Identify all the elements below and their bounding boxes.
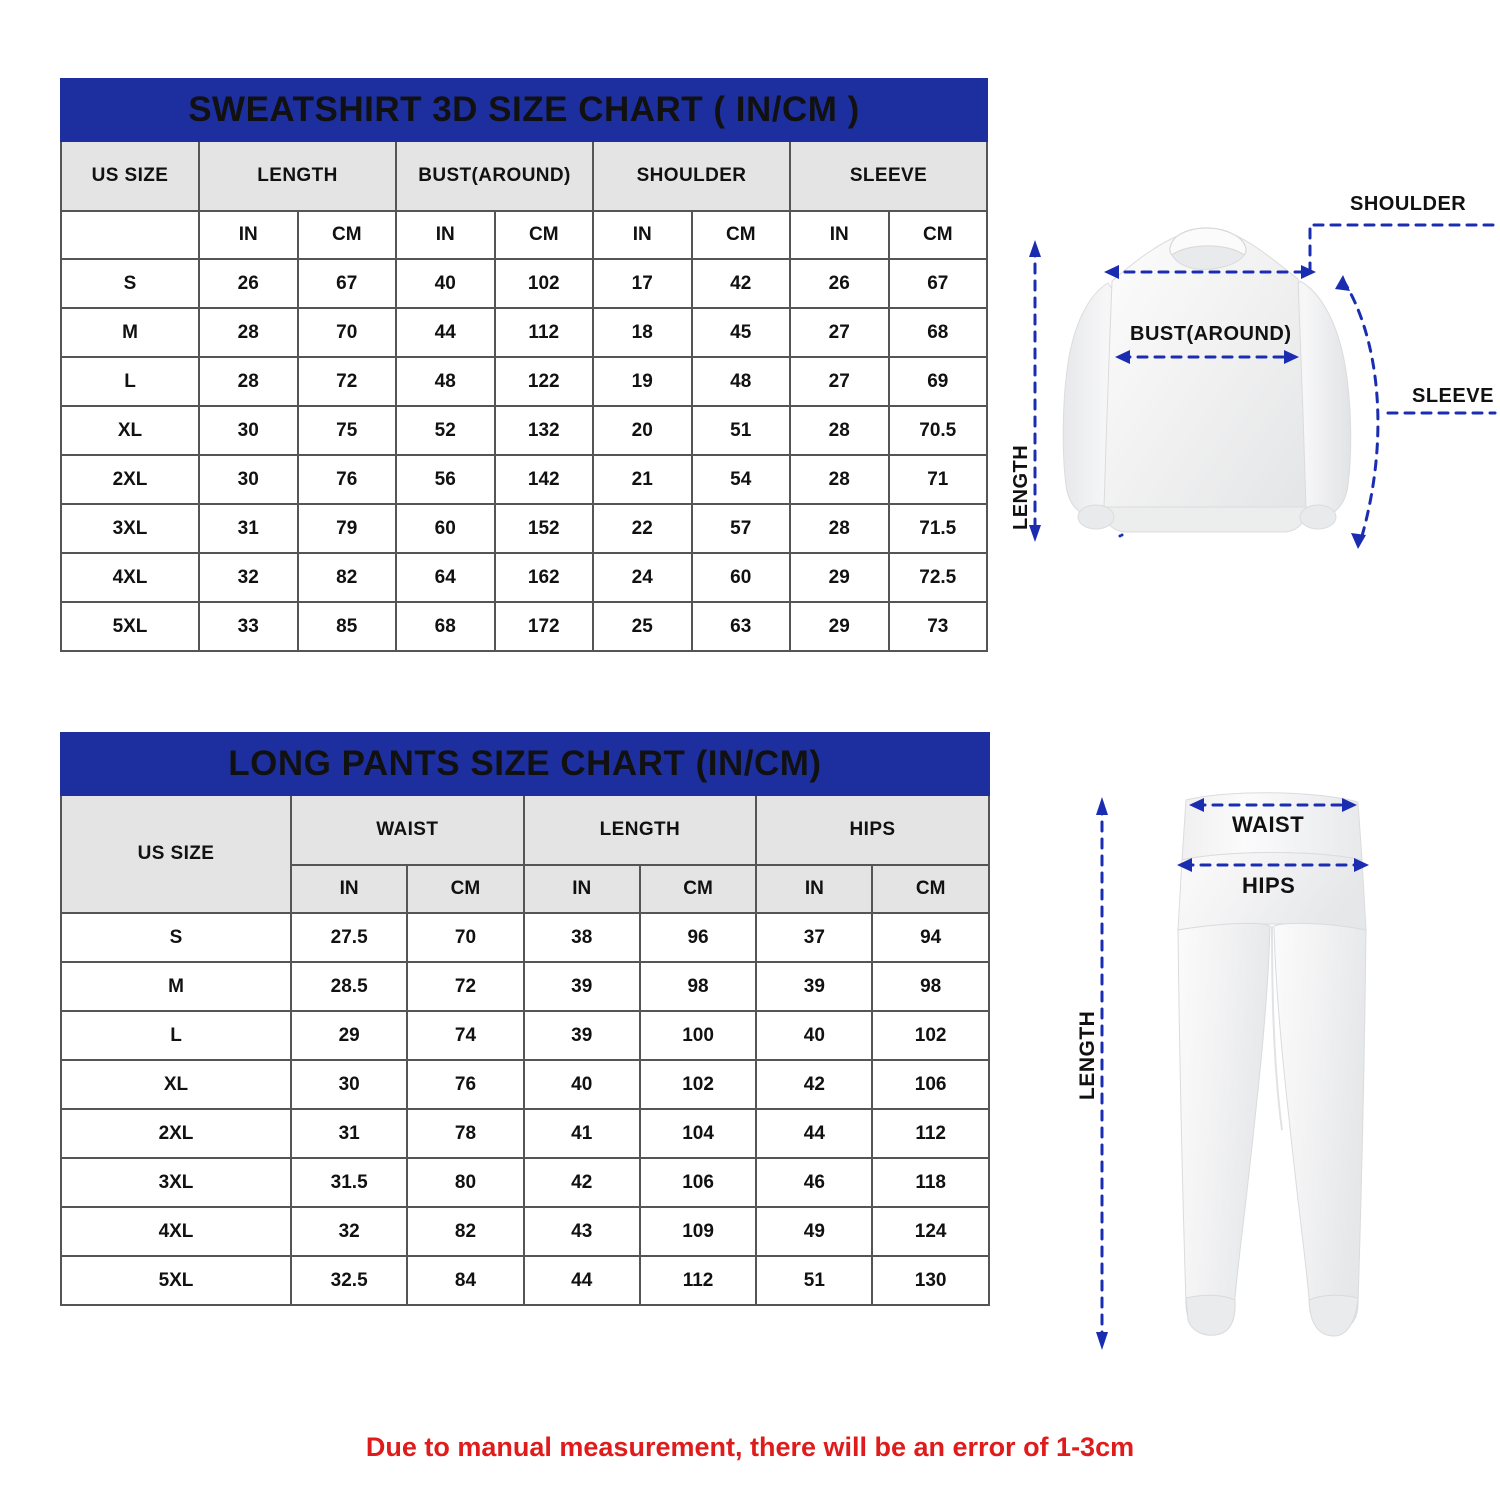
sweatshirt-cell-r7-c4: 162: [495, 553, 594, 602]
sweatshirt-cell-r1-c1: 26: [199, 259, 298, 308]
pants-cell-r4-c2: 76: [407, 1060, 523, 1109]
pants-cell-r3-c6: 102: [872, 1011, 988, 1060]
pants-chart-title: LONG PANTS SIZE CHART (IN/CM): [61, 733, 989, 795]
sweatshirt-cell-r1-c4: 102: [495, 259, 594, 308]
sweatshirt-table: [60, 78, 988, 652]
sweatshirt-cell-r6-c3: 60: [396, 504, 495, 553]
sweatshirt-cell-r8-c1: 33: [199, 602, 298, 651]
sweatshirt-cell-r4-c6: 51: [692, 406, 791, 455]
sweatshirt-cell-r4-c3: 52: [396, 406, 495, 455]
pants-group-header-3: HIPS: [756, 795, 989, 865]
sweatshirt-cell-r5-c6: 54: [692, 455, 791, 504]
sweatshirt-cell-r7-c3: 64: [396, 553, 495, 602]
sweatshirt-cell-r8-c2: 85: [298, 602, 397, 651]
sweatshirt-size-label-2XL: 2XL: [61, 455, 199, 504]
sweatshirt-cell-r6-c8: 71.5: [889, 504, 988, 553]
pants-group-header-1: WAIST: [291, 795, 524, 865]
pants-cell-r6-c3: 42: [524, 1158, 640, 1207]
sweatshirt-us-size-header: US SIZE: [61, 141, 199, 211]
sweatshirt-size-label-L: L: [61, 357, 199, 406]
sweatshirt-cell-r2-c2: 70: [298, 308, 397, 357]
sweatshirt-cell-r2-c5: 18: [593, 308, 692, 357]
pants-cell-r4-c3: 40: [524, 1060, 640, 1109]
sweatshirt-cell-r7-c5: 24: [593, 553, 692, 602]
sweatshirt-cell-r8-c6: 63: [692, 602, 791, 651]
sweatshirt-unit-header-6: CM: [692, 211, 791, 259]
pants-cell-r2-c2: 72: [407, 962, 523, 1011]
sweatshirt-bust-label: BUST(AROUND): [1130, 323, 1292, 345]
sweatshirt-sleeve-label: SLEEVE: [1412, 385, 1494, 407]
pants-cell-r3-c1: 29: [291, 1011, 407, 1060]
pants-table-row: [61, 913, 989, 962]
pants-cell-r1-c3: 38: [524, 913, 640, 962]
sweatshirt-unit-header-8: CM: [889, 211, 988, 259]
pants-table-row: [61, 1158, 989, 1207]
pants-cell-r3-c5: 40: [756, 1011, 872, 1060]
sweatshirt-cell-r3-c4: 122: [495, 357, 594, 406]
sweatshirt-table-row: [61, 602, 987, 651]
pants-cell-r2-c5: 39: [756, 962, 872, 1011]
pants-us-size-header: US SIZE: [61, 795, 291, 913]
pants-cell-r3-c4: 100: [640, 1011, 756, 1060]
sweatshirt-cell-r8-c5: 25: [593, 602, 692, 651]
pants-cell-r7-c6: 124: [872, 1207, 988, 1256]
sweatshirt-cell-r5-c5: 21: [593, 455, 692, 504]
sweatshirt-unit-header-3: IN: [396, 211, 495, 259]
pants-size-label-4XL: 4XL: [61, 1207, 291, 1256]
sweatshirt-cell-r3-c5: 19: [593, 357, 692, 406]
sweatshirt-cell-r1-c7: 26: [790, 259, 889, 308]
pants-cell-r6-c2: 80: [407, 1158, 523, 1207]
sweatshirt-cell-r4-c1: 30: [199, 406, 298, 455]
pants-table-row: [61, 962, 989, 1011]
sweatshirt-unit-header-5: IN: [593, 211, 692, 259]
sweatshirt-cell-r8-c3: 68: [396, 602, 495, 651]
sweatshirt-size-chart: [60, 78, 988, 652]
sweatshirt-table-row: [61, 357, 987, 406]
pants-cell-r3-c3: 39: [524, 1011, 640, 1060]
sweatshirt-length-label: LENGTH: [1010, 444, 1032, 530]
pants-hips-label: HIPS: [1242, 873, 1296, 898]
sweatshirt-cell-r4-c5: 20: [593, 406, 692, 455]
sweatshirt-cell-r7-c6: 60: [692, 553, 791, 602]
pants-cell-r4-c1: 30: [291, 1060, 407, 1109]
sweatshirt-diagram: [1000, 185, 1500, 585]
pants-unit-header-5: IN: [756, 865, 872, 913]
pants-size-label-S: S: [61, 913, 291, 962]
pants-cell-r2-c6: 98: [872, 962, 988, 1011]
sweatshirt-cell-r5-c8: 71: [889, 455, 988, 504]
sweatshirt-cell-r2-c7: 27: [790, 308, 889, 357]
sweatshirt-cell-r6-c5: 22: [593, 504, 692, 553]
sweatshirt-cell-r3-c7: 27: [790, 357, 889, 406]
sweatshirt-cell-r1-c6: 42: [692, 259, 791, 308]
sweatshirt-size-label-5XL: 5XL: [61, 602, 199, 651]
sweatshirt-table-row: [61, 455, 987, 504]
pants-illustration: [1050, 770, 1500, 1370]
sweatshirt-cell-r7-c2: 82: [298, 553, 397, 602]
pants-length-label: LENGTH: [1076, 1010, 1099, 1100]
sweatshirt-cell-r2-c3: 44: [396, 308, 495, 357]
sweatshirt-cell-r3-c2: 72: [298, 357, 397, 406]
sweatshirt-cell-r1-c5: 17: [593, 259, 692, 308]
sweatshirt-cell-r7-c7: 29: [790, 553, 889, 602]
sweatshirt-unit-header-blank: [61, 211, 199, 259]
sweatshirt-cell-r2-c1: 28: [199, 308, 298, 357]
sweatshirt-cell-r4-c8: 70.5: [889, 406, 988, 455]
sweatshirt-cell-r3-c6: 48: [692, 357, 791, 406]
pants-table: [60, 732, 990, 1306]
sweatshirt-group-header-1: LENGTH: [199, 141, 396, 211]
pants-unit-header-6: CM: [872, 865, 988, 913]
pants-table-row: [61, 1256, 989, 1305]
pants-unit-header-2: CM: [407, 865, 523, 913]
pants-size-label-5XL: 5XL: [61, 1256, 291, 1305]
pants-group-header-row: [61, 795, 989, 865]
pants-cell-r6-c1: 31.5: [291, 1158, 407, 1207]
pants-cell-r6-c6: 118: [872, 1158, 988, 1207]
sweatshirt-chart-title: SWEATSHIRT 3D SIZE CHART ( IN/CM ): [61, 79, 987, 141]
sweatshirt-cell-r3-c1: 28: [199, 357, 298, 406]
pants-cell-r2-c1: 28.5: [291, 962, 407, 1011]
pants-size-label-L: L: [61, 1011, 291, 1060]
pants-cell-r7-c3: 43: [524, 1207, 640, 1256]
pants-cell-r8-c1: 32.5: [291, 1256, 407, 1305]
sweatshirt-group-header-3: SHOULDER: [593, 141, 790, 211]
sweatshirt-cell-r7-c1: 32: [199, 553, 298, 602]
pants-size-label-3XL: 3XL: [61, 1158, 291, 1207]
pants-cell-r2-c3: 39: [524, 962, 640, 1011]
pants-cell-r8-c5: 51: [756, 1256, 872, 1305]
sweatshirt-size-label-4XL: 4XL: [61, 553, 199, 602]
sweatshirt-cell-r8-c7: 29: [790, 602, 889, 651]
pants-cell-r1-c5: 37: [756, 913, 872, 962]
sweatshirt-table-row: [61, 406, 987, 455]
sweatshirt-cell-r4-c7: 28: [790, 406, 889, 455]
pants-cell-r2-c4: 98: [640, 962, 756, 1011]
pants-table-row: [61, 1060, 989, 1109]
sweatshirt-cell-r4-c2: 75: [298, 406, 397, 455]
sweatshirt-cell-r5-c7: 28: [790, 455, 889, 504]
sweatshirt-size-label-S: S: [61, 259, 199, 308]
pants-table-row: [61, 1011, 989, 1060]
sweatshirt-cell-r1-c2: 67: [298, 259, 397, 308]
sweatshirt-cell-r5-c3: 56: [396, 455, 495, 504]
sweatshirt-group-header-4: SLEEVE: [790, 141, 987, 211]
pants-cell-r8-c6: 130: [872, 1256, 988, 1305]
pants-cell-r6-c5: 46: [756, 1158, 872, 1207]
sweatshirt-cell-r4-c4: 132: [495, 406, 594, 455]
sweatshirt-size-label-3XL: 3XL: [61, 504, 199, 553]
pants-unit-header-1: IN: [291, 865, 407, 913]
sweatshirt-group-header-row: [61, 141, 987, 211]
sweatshirt-table-row: [61, 553, 987, 602]
sweatshirt-group-header-2: BUST(AROUND): [396, 141, 593, 211]
sweatshirt-cell-r3-c8: 69: [889, 357, 988, 406]
sweatshirt-cell-r7-c8: 72.5: [889, 553, 988, 602]
pants-cell-r1-c2: 70: [407, 913, 523, 962]
sweatshirt-unit-header-2: CM: [298, 211, 397, 259]
pants-table-row: [61, 1109, 989, 1158]
shoulder-leader-line: [1310, 225, 1495, 272]
pants-cell-r4-c5: 42: [756, 1060, 872, 1109]
sweatshirt-cell-r2-c6: 45: [692, 308, 791, 357]
pants-cell-r5-c1: 31: [291, 1109, 407, 1158]
pants-cell-r7-c2: 82: [407, 1207, 523, 1256]
pants-cell-r5-c3: 41: [524, 1109, 640, 1158]
pants-waist-label: WAIST: [1232, 812, 1305, 837]
sweatshirt-cell-r6-c2: 79: [298, 504, 397, 553]
pants-cell-r6-c4: 106: [640, 1158, 756, 1207]
sweatshirt-cell-r5-c2: 76: [298, 455, 397, 504]
sweatshirt-cell-r1-c3: 40: [396, 259, 495, 308]
pants-size-label-XL: XL: [61, 1060, 291, 1109]
pants-cell-r4-c4: 102: [640, 1060, 756, 1109]
pants-cell-r4-c6: 106: [872, 1060, 988, 1109]
sweatshirt-table-row: [61, 259, 987, 308]
pants-cell-r5-c4: 104: [640, 1109, 756, 1158]
sweatshirt-cell-r8-c4: 172: [495, 602, 594, 651]
pants-unit-header-3: IN: [524, 865, 640, 913]
sweatshirt-title-row: [61, 79, 987, 141]
pants-size-chart: [60, 732, 990, 1306]
pants-cell-r1-c1: 27.5: [291, 913, 407, 962]
pants-group-header-2: LENGTH: [524, 795, 757, 865]
pants-cell-r7-c4: 109: [640, 1207, 756, 1256]
pants-unit-header-4: CM: [640, 865, 756, 913]
pants-cell-r8-c3: 44: [524, 1256, 640, 1305]
pants-cell-r3-c2: 74: [407, 1011, 523, 1060]
pants-cell-r7-c5: 49: [756, 1207, 872, 1256]
pants-cell-r8-c2: 84: [407, 1256, 523, 1305]
sweatshirt-cell-r2-c8: 68: [889, 308, 988, 357]
sweatshirt-cell-r6-c1: 31: [199, 504, 298, 553]
pants-size-label-M: M: [61, 962, 291, 1011]
pants-cell-r1-c4: 96: [640, 913, 756, 962]
sweatshirt-size-label-XL: XL: [61, 406, 199, 455]
sweatshirt-cell-r5-c4: 142: [495, 455, 594, 504]
sweatshirt-cell-r6-c7: 28: [790, 504, 889, 553]
pants-cell-r7-c1: 32: [291, 1207, 407, 1256]
sweatshirt-shoulder-label: SHOULDER: [1350, 193, 1467, 215]
sweatshirt-unit-header-7: IN: [790, 211, 889, 259]
pants-cell-r5-c6: 112: [872, 1109, 988, 1158]
pants-cell-r5-c2: 78: [407, 1109, 523, 1158]
sweatshirt-unit-header-row: [61, 211, 987, 259]
sweatshirt-table-row: [61, 504, 987, 553]
measurement-disclaimer: Due to manual measurement, there will be an error of 1-3cm: [365, 1432, 1135, 1462]
sweatshirt-cell-r6-c4: 152: [495, 504, 594, 553]
pants-table-row: [61, 1207, 989, 1256]
pants-size-label-2XL: 2XL: [61, 1109, 291, 1158]
sweatshirt-size-label-M: M: [61, 308, 199, 357]
sweatshirt-cell-r8-c8: 73: [889, 602, 988, 651]
pants-cell-r8-c4: 112: [640, 1256, 756, 1305]
pants-cell-r1-c6: 94: [872, 913, 988, 962]
sweatshirt-table-row: [61, 308, 987, 357]
sweatshirt-cell-r3-c3: 48: [396, 357, 495, 406]
sweatshirt-cell-r6-c6: 57: [692, 504, 791, 553]
sweatshirt-cell-r2-c4: 112: [495, 308, 594, 357]
pants-title-row: [61, 733, 989, 795]
sweatshirt-cell-r1-c8: 67: [889, 259, 988, 308]
sweatshirt-cell-r5-c1: 30: [199, 455, 298, 504]
sweatshirt-unit-header-4: CM: [495, 211, 594, 259]
pants-diagram: [1050, 770, 1500, 1370]
pants-cell-r5-c5: 44: [756, 1109, 872, 1158]
sweatshirt-unit-header-1: IN: [199, 211, 298, 259]
